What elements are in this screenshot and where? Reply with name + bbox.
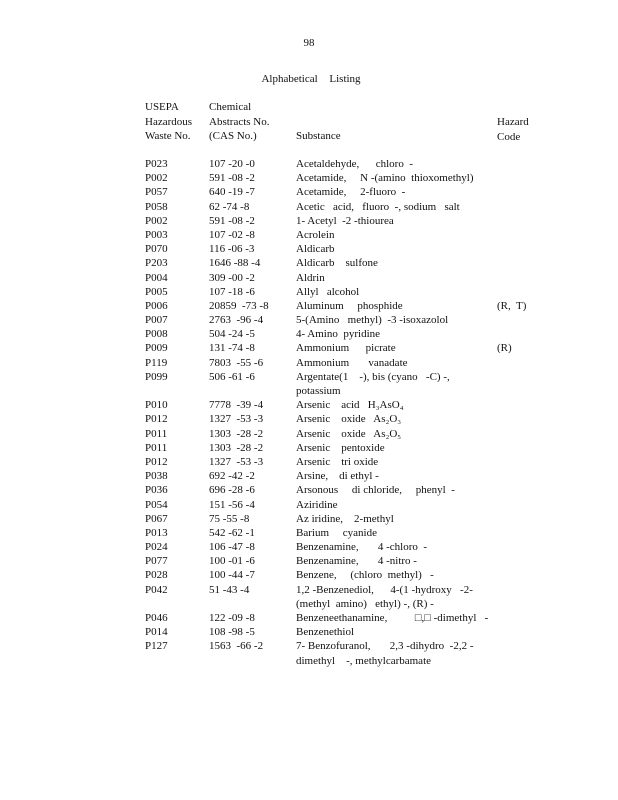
waste-number-cell: P042 — [145, 583, 168, 596]
table-row — [0, 441, 618, 455]
table-row — [0, 427, 618, 441]
cas-number-cell: 591 -08 -2 — [209, 214, 255, 227]
substance-cell: 5-(Amino methyl) -3 -isoxazolol — [296, 314, 449, 327]
cas-number-cell: 100 -01 -6 — [209, 555, 255, 568]
waste-number-cell: P119 — [145, 356, 168, 369]
cas-number-cell: 108 -98 -5 — [209, 626, 255, 639]
table-row — [0, 341, 618, 355]
waste-number-cell: P038 — [145, 470, 168, 483]
waste-number-cell: P007 — [145, 314, 168, 327]
substance-cell: Az iridine, 2-methyl — [296, 512, 394, 525]
table-row — [0, 185, 618, 199]
hazard-code-cell: (R, T) — [497, 299, 527, 312]
table-row — [0, 313, 618, 327]
table-row — [0, 398, 618, 412]
waste-number-cell: P010 — [145, 399, 168, 412]
substance-cell: Barium cyanide — [296, 526, 377, 539]
cas-number-cell: 506 -61 -6 — [209, 370, 255, 383]
waste-number-cell: P009 — [145, 342, 168, 355]
cas-number-cell: 1646 -88 -4 — [209, 257, 261, 270]
cas-number-cell: 62 -74 -8 — [209, 200, 250, 213]
cas-number-cell: 692 -42 -2 — [209, 470, 255, 483]
cas-number-cell: 51 -43 -4 — [209, 583, 250, 596]
table-row — [0, 171, 618, 185]
substance-cell: 4- Amino pyridine — [296, 328, 381, 341]
table-row — [0, 285, 618, 299]
waste-number-cell: P012 — [145, 413, 168, 426]
cas-number-cell: 309 -00 -2 — [209, 271, 255, 284]
waste-number-cell: P011 — [145, 441, 168, 454]
table-row — [0, 611, 618, 625]
waste-number-cell: P070 — [145, 243, 168, 256]
waste-number-cell: P005 — [145, 285, 168, 298]
waste-number-cell: P002 — [145, 214, 168, 227]
table-row — [0, 583, 618, 611]
cas-number-cell: 20859 -73 -8 — [209, 299, 269, 312]
hazard-code-cell: (R) — [497, 342, 512, 355]
table-row — [0, 568, 618, 582]
table-row — [0, 512, 618, 526]
waste-number-cell: P011 — [145, 427, 168, 440]
cas-number-cell: 591 -08 -2 — [209, 172, 255, 185]
substance-cell: Acetamide, 2-fluoro - — [296, 186, 406, 199]
listing-table — [0, 157, 618, 668]
substance-cell: 7- Benzofuranol, 2,3 -dihydro -2,2 - dimethyl -, methylcarbamate — [296, 640, 474, 667]
substance-cell: Argentate(1 -), bis (cyano -C) -, potassium — [296, 370, 450, 398]
table-row — [0, 327, 618, 341]
waste-number-cell: P067 — [145, 512, 168, 525]
table-row — [0, 228, 618, 242]
table-row — [0, 370, 618, 398]
table-row — [0, 356, 618, 370]
table-row — [0, 455, 618, 469]
substance-cell: Aluminum phosphide — [296, 299, 403, 312]
page-number: 98 — [303, 37, 315, 49]
substance-cell: Aldicarb sulfone — [296, 257, 378, 270]
substance-cell: Acetic acid, fluoro -, sodium salt — [296, 200, 460, 213]
table-row — [0, 242, 618, 256]
cas-number-cell: 640 -19 -7 — [209, 186, 255, 199]
substance-cell: Ammonium picrate — [296, 342, 396, 355]
cas-number-cell: 7778 -39 -4 — [209, 399, 264, 412]
cas-number-cell: 1303 -28 -2 — [209, 427, 264, 440]
waste-number-cell: P058 — [145, 200, 168, 213]
waste-number-cell: P004 — [145, 271, 168, 284]
substance-cell: Acetamide, N -(amino thioxomethyl) — [296, 172, 474, 185]
table-row — [0, 412, 618, 426]
table-row — [0, 214, 618, 228]
waste-number-cell: P057 — [145, 186, 168, 199]
waste-number-cell: P002 — [145, 172, 168, 185]
substance-cell: Allyl alcohol — [296, 285, 360, 298]
cas-number-cell: 1327 -53 -3 — [209, 413, 264, 426]
substance-cell: Arsenic pentoxide — [296, 441, 385, 454]
waste-number-cell: P014 — [145, 626, 168, 639]
cas-number-cell: 116 -06 -3 — [209, 243, 255, 256]
substance-cell: Arsine, di ethyl - — [296, 470, 379, 483]
substance-cell: Arsenic oxide As₂O₅ — [296, 427, 402, 440]
cas-number-cell: 696 -28 -6 — [209, 484, 255, 497]
table-row — [0, 526, 618, 540]
waste-number-cell: P203 — [145, 257, 168, 270]
table-row — [0, 271, 618, 285]
table-row — [0, 256, 618, 270]
waste-number-cell: P054 — [145, 498, 168, 511]
waste-number-cell: P046 — [145, 612, 168, 625]
waste-number-cell: P013 — [145, 526, 168, 539]
page-title: Alphabetical Listing — [261, 73, 361, 85]
waste-number-cell: P099 — [145, 370, 168, 383]
cas-number-cell: 122 -09 -8 — [209, 612, 255, 625]
header-hazard-code: Hazard Code — [497, 116, 529, 143]
cas-number-cell: 151 -56 -4 — [209, 498, 255, 511]
cas-number-cell: 107 -20 -0 — [209, 158, 255, 170]
header-waste-number: USEPA Hazardous Waste No. — [145, 101, 193, 142]
cas-number-cell: 107 -18 -6 — [209, 285, 255, 298]
table-row — [0, 469, 618, 483]
cas-number-cell: 542 -62 -1 — [209, 526, 255, 539]
substance-cell: Aldrin — [296, 271, 325, 284]
table-row — [0, 483, 618, 497]
waste-number-cell: P036 — [145, 484, 168, 497]
waste-number-cell: P008 — [145, 328, 168, 341]
substance-cell: Arsenic oxide As₂O₃ — [296, 413, 402, 426]
substance-cell: Aziridine — [296, 498, 338, 511]
cas-number-cell: 1303 -28 -2 — [209, 441, 264, 454]
cas-number-cell: 7803 -55 -6 — [209, 356, 264, 369]
waste-number-cell: P024 — [145, 541, 168, 554]
table-row — [0, 639, 618, 667]
waste-number-cell: P127 — [145, 640, 168, 653]
substance-cell: Benzenamine, 4 -nitro - — [296, 555, 417, 568]
table-row — [0, 498, 618, 512]
table-row — [0, 299, 618, 313]
waste-number-cell: P077 — [145, 555, 168, 568]
substance-cell: Benzeneethanamine, □,□ -dimethyl - — [296, 612, 489, 625]
cas-number-cell: 100 -44 -7 — [209, 569, 255, 582]
waste-number-cell: P028 — [145, 569, 168, 582]
table-row — [0, 540, 618, 554]
cas-number-cell: 131 -74 -8 — [209, 342, 255, 355]
substance-cell: Acetaldehyde, chloro - — [296, 158, 413, 170]
substance-cell: 1,2 -Benzenediol, 4-(1 -hydroxy -2- (methyl amino) ethyl) -, (R) - — [296, 583, 473, 610]
substance-cell: Arsenic tri oxide — [296, 455, 379, 468]
waste-number-cell: P003 — [145, 228, 168, 241]
substance-cell: 1- Acetyl -2 -thiourea — [296, 214, 394, 227]
substance-cell: Benzenethiol — [296, 626, 355, 639]
substance-cell: Benzenamine, 4 -chloro - — [296, 541, 428, 554]
cas-number-cell: 1327 -53 -3 — [209, 455, 264, 468]
waste-number-cell: P006 — [145, 299, 168, 312]
table-row — [0, 625, 618, 639]
substance-cell: Arsenic acid H₃AsO₄ — [296, 399, 404, 412]
table-row — [0, 554, 618, 568]
waste-number-cell: P023 — [145, 158, 168, 170]
cas-number-cell: 2763 -96 -4 — [209, 314, 264, 327]
substance-cell: Aldicarb — [296, 243, 335, 256]
table-row — [0, 157, 618, 171]
waste-number-cell: P012 — [145, 455, 168, 468]
cas-number-cell: 75 -55 -8 — [209, 512, 250, 525]
substance-cell: Acrolein — [296, 228, 335, 241]
cas-number-cell: 107 -02 -8 — [209, 228, 255, 241]
cas-number-cell: 106 -47 -8 — [209, 541, 255, 554]
table-row — [0, 200, 618, 214]
cas-number-cell: 1563 -66 -2 — [209, 640, 264, 653]
header-substance: Substance — [296, 130, 341, 142]
substance-cell: Ammonium vanadate — [296, 356, 408, 369]
header-cas-number: Chemical Abstracts No. (CAS No.) — [209, 101, 270, 142]
substance-cell: Benzene, (chloro methyl) - — [296, 569, 434, 582]
substance-cell: Arsonous di chloride, phenyl - — [296, 484, 455, 497]
cas-number-cell: 504 -24 -5 — [209, 328, 255, 341]
